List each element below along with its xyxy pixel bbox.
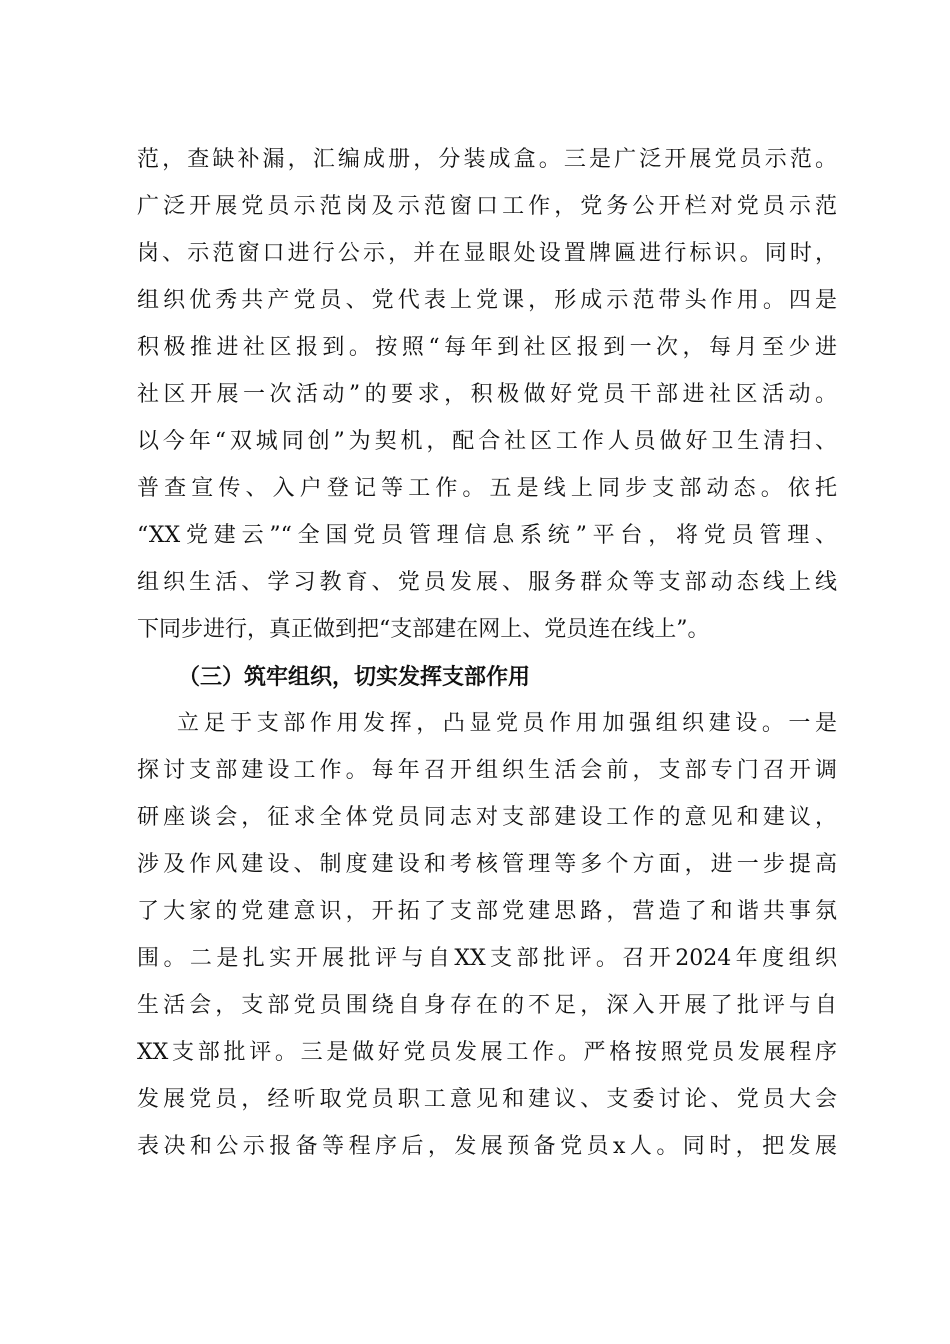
text-line: 岗、示范窗口进行公示，并在显眼处设置牌匾进行标识。同时， [137,241,837,266]
text-line: XX支部批评。三是做好党员发展工作。严格按照党员发展程序 [137,1040,837,1065]
text-line: 范，查缺补漏，汇编成册，分装成盒。三是广泛开展党员示范。 [137,147,837,172]
paragraph-first-line: 立足于支部作用发挥，凸显党员作用加强组织建设。一是 [177,711,837,736]
text-line: 组织优秀共产党员、党代表上党课，形成示范带头作用。四是 [137,288,837,313]
text-line: 研座谈会，征求全体党员同志对支部建设工作的意见和建议， [137,805,837,830]
text-line: 表决和公示报备等程序后，发展预备党员x人。同时，把发展 [137,1134,837,1159]
text-line: 探讨支部建设工作。每年召开组织生活会前，支部专门召开调 [137,758,837,783]
text-line: 普查宣传、入户登记等工作。五是线上同步支部动态。依托 [137,476,837,501]
text-line: 积极推进社区报到。按照“每年到社区报到一次，每月至少进 [137,335,837,360]
text-line: 广泛开展党员示范岗及示范窗口工作，党务公开栏对党员示范 [137,194,837,219]
text-line: 以今年“双城同创”为契机，配合社区工作人员做好卫生清扫、 [137,429,837,454]
text-line: 下同步进行，真正做到把“支部建在网上、党员连在线上”。 [137,617,710,642]
text-line: 组织生活、学习教育、党员发展、服务群众等支部动态线上线 [137,570,837,595]
text-line: 生活会，支部党员围绕自身存在的不足，深入开展了批评与自 [137,993,837,1018]
section-heading: （三）筑牢组织，切实发挥支部作用 [178,664,531,690]
text-line: 围。二是扎实开展批评与自XX支部批评。召开2024年度组织 [137,946,837,971]
text-line: 社区开展一次活动”的要求，积极做好党员干部进社区活动。 [137,382,837,407]
text-line: 了大家的党建意识，开拓了支部党建思路，营造了和谐共事氛 [137,899,837,924]
text-line: “XX党建云”“全国党员管理信息系统”平台，将党员管理、 [137,523,837,548]
text-line: 涉及作风建设、制度建设和考核管理等多个方面，进一步提高 [137,852,837,877]
text-line: 发展党员，经听取党员职工意见和建议、支委讨论、党员大会 [137,1087,837,1112]
